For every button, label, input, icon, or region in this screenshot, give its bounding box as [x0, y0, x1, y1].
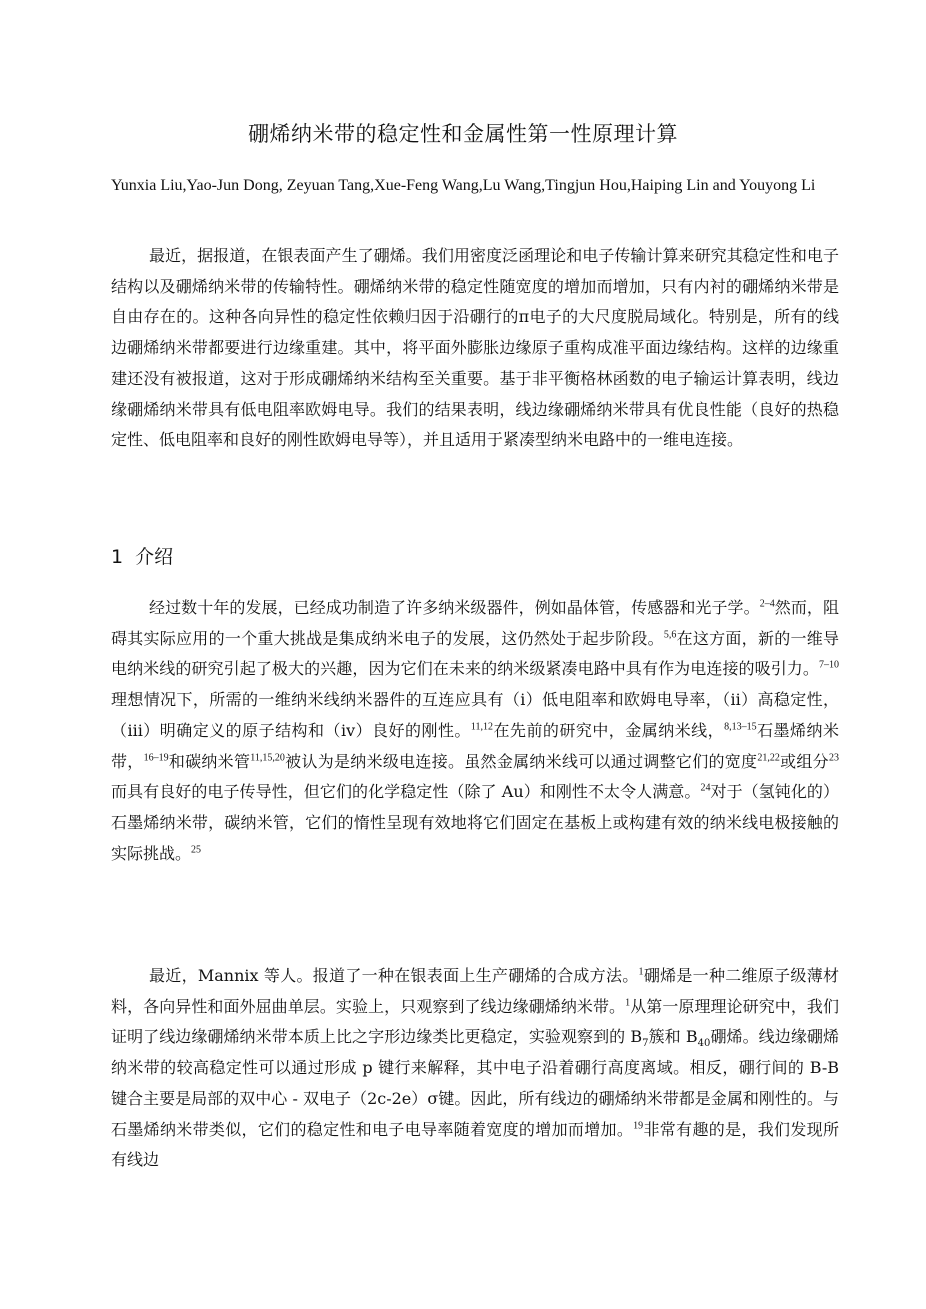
body-text: 和碳纳米管	[168, 751, 251, 771]
section-title: 介绍	[135, 546, 174, 568]
citation: 19	[633, 1120, 644, 1132]
citation: 25	[191, 844, 202, 856]
body-text: 非常有趣的是，我们发现所有线边	[111, 1119, 839, 1170]
citation: 11,15,20	[250, 752, 285, 764]
body-text: 或组分	[779, 751, 829, 771]
citation: 23	[828, 752, 839, 764]
citation: 21,22	[757, 752, 780, 764]
body-text: 硼烯。线边缘硼烯纳米带的较高稳定性可以通过形成 p 键行来解释，其中电子沿着硼行高度离域。相反，硼行间的 B-B 键合主要是局部的双中心 - 双电子（2c-2e）σ键。因此，所有线边的硼烯纳米带都是金属和刚性的。与石墨烯纳米带类似，它们的稳定性和电子电导率随着宽度的增加而增加。	[111, 1027, 839, 1139]
citation: 24	[700, 782, 711, 794]
intro-paragraph-2	[111, 961, 839, 1176]
citation: 16–19	[143, 752, 169, 764]
abstract-paragraph: 最近，据报道，在银表面产生了硼烯。我们用密度泛函理论和电子传输计算来研究其稳定性和电子结构以及硼烯纳米带的传输特性。硼烯纳米带的稳定性随宽度的增加而增加，只有内衬的硼烯纳米带是自由存在的。这种各向异性的稳定性依赖归因于沿硼行的π电子的大尺度脱局域化。特别是，所有的线边硼烯纳米带都要进行边缘重建。其中，将平面外膨胀边缘原子重构成准平面边缘结构。这样的边缘重建还没有被报道，这对于形成硼烯纳米结构至关重要。基于非平衡格林函数的电子输运计算表明，线边缘硼烯纳米带具有低电阻率欧姆电导。我们的结果表明，线边缘硼烯纳米带具有优良性能（良好的热稳定性、低电阻率和良好的刚性欧姆电导等），并且适用于紧凑型纳米电路中的一维电连接。	[111, 246, 839, 450]
body-text: 理想情况下，所需的一维纳米线纳米器件的互连应具有（i）低电阻率和欧姆电导率，（ii）高稳定性，（iii）明确定义的原子结构和（iv）良好的刚性。	[111, 690, 839, 740]
author-list: Yunxia Liu,Yao-Jun Dong, Zeyuan Tang,Xue-Feng Wang,Lu Wang,Tingjun Hou,Haiping Lin and Youyong Li	[111, 177, 816, 194]
paper-title: 硼烯纳米带的稳定性和金属性第一性原理计算	[248, 122, 678, 146]
subscript: 7	[642, 1038, 649, 1050]
citation: 1	[638, 966, 644, 978]
body-text: 石墨烯纳米带，	[111, 720, 839, 771]
body-text: 从第一原理理论研究中，我们证明了线边缘硼烯纳米带本质上比之字形边缘类比更稳定，实验观察到的 B	[111, 996, 839, 1047]
body-text: 在这方面，新的一维导电纳米线的研究引起了极大的兴趣，因为它们在未来的纳米级紧凑电路中具有作为电连接的吸引力。	[111, 628, 839, 679]
citation: 7–10	[819, 660, 839, 672]
section-heading	[111, 542, 173, 572]
subscript: 40	[697, 1038, 711, 1050]
body-text: 被认为是纳米级电连接。虽然金属纳米线可以通过调整它们的宽度	[284, 751, 758, 771]
body-text: 对于（氢钝化的）石墨烯纳米带，碳纳米管，它们的惰性呈现有效地将它们固定在基板上或构建有效的纳米线电极接触的实际挑战。	[111, 782, 839, 863]
body-text: 在先前的研究中，金属纳米线，	[493, 720, 725, 740]
body-text: 然而，阻碍其实际应用的一个重大挑战是集成纳米电子的发展，这仍然处于起步阶段。	[111, 598, 839, 648]
citation: 11,12	[470, 721, 494, 733]
citation: 8,13–15	[724, 721, 757, 733]
body-text: 经过数十年的发展，已经成功制造了许多纳米级器件，例如晶体管，传感器和光子学。	[149, 598, 760, 617]
body-text: 而具有良好的电子传导性，但它们的化学稳定性（除了 Au）和刚性不太令人满意。	[111, 782, 701, 802]
citation: 2–4	[759, 598, 775, 610]
section-number: 1	[111, 546, 124, 568]
citation: 1	[625, 997, 631, 1009]
body-text: 簇和 B	[648, 1027, 698, 1047]
body-text: 硼烯是一种二维原子级薄材料，各向异性和面外屈曲单层。实验上，只观察到了线边缘硼烯纳米带。	[111, 966, 839, 1016]
citation: 5,6	[663, 629, 677, 641]
body-text: 最近，Mannix 等人。报道了一种在银表面上生产硼烯的合成方法。	[149, 966, 639, 985]
intro-paragraph-1	[111, 593, 839, 869]
